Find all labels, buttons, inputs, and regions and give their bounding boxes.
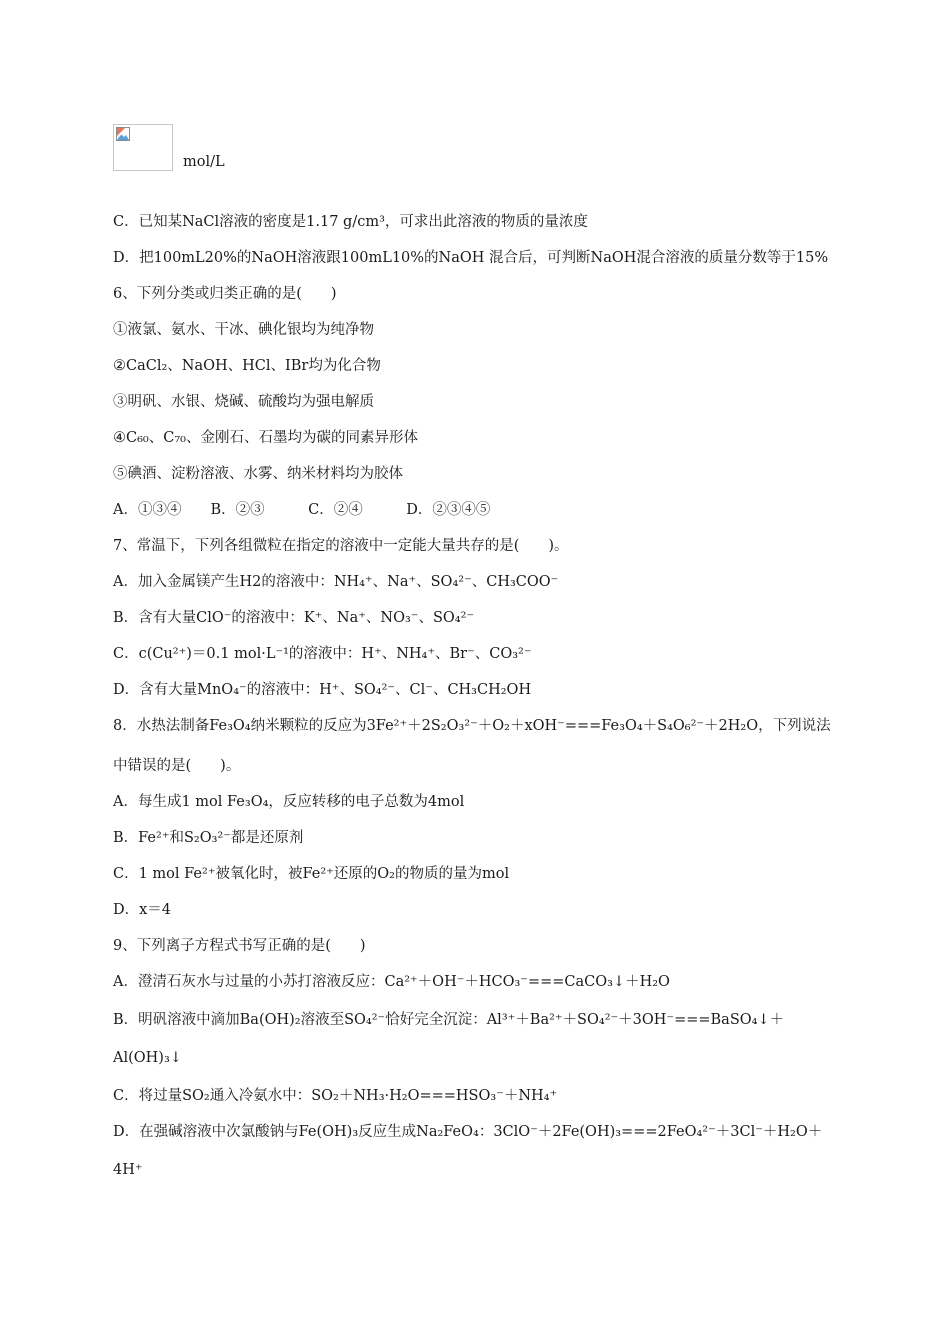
question-8-stem-cont: 中错误的是( )。 bbox=[113, 758, 241, 774]
question-6-stem: 6、下列分类或归类正确的是( ) bbox=[113, 286, 337, 302]
option-9d: D．在强碱溶液中次氯酸钠与Fe(OH)₃反应生成Na₂FeO₄：3ClO⁻＋2Fe(OH)₃===2FeO₄²⁻＋3Cl⁻＋H₂O＋ bbox=[113, 1124, 823, 1140]
option-8a: A．每生成1 mol Fe₃O₄，反应转移的电子总数为4mol bbox=[113, 794, 465, 810]
q6-statement-1: ①液氯、氨水、干冰、碘化银均为纯净物 bbox=[113, 322, 374, 338]
q6-statement-5: ⑤碘酒、淀粉溶液、水雾、纳米材料均为胶体 bbox=[113, 466, 403, 482]
q6-choices: A．①③④ B．②③ C．②④ D．②③④⑤ bbox=[113, 502, 491, 518]
q6-statement-2: ②CaCl₂、NaOH、HCl、IBr均为化合物 bbox=[113, 358, 381, 374]
broken-image-icon bbox=[116, 127, 130, 141]
option-7b: B．含有大量ClO⁻的溶液中：K⁺、Na⁺、NO₃⁻、SO₄²⁻ bbox=[113, 610, 475, 626]
option-9b-cont: Al(OH)₃↓ bbox=[113, 1050, 182, 1066]
option-9b: B．明矾溶液中滴加Ba(OH)₂溶液至SO₄²⁻恰好完全沉淀：Al³⁺＋Ba²⁺＋SO₄²⁻＋3OH⁻===BaSO₄↓＋ bbox=[113, 1012, 785, 1028]
image-unit-caption: mol/L bbox=[183, 154, 225, 170]
option-5d: D．把100mL20%的NaOH溶液跟100mL10%的NaOH 混合后，可判断NaOH混合溶液的质量分数等于15% bbox=[113, 250, 829, 266]
question-8-stem: 8．水热法制备Fe₃O₄纳米颗粒的反应为3Fe²⁺＋2S₂O₃²⁻＋O₂＋xOH⁻===Fe₃O₄＋S₄O₆²⁻＋2H₂O，下列说法 bbox=[113, 718, 831, 734]
question-7-stem: 7、常温下，下列各组微粒在指定的溶液中一定能大量共存的是( )。 bbox=[113, 538, 569, 554]
option-9a: A．澄清石灰水与过量的小苏打溶液反应：Ca²⁺＋OH⁻＋HCO₃⁻===CaCO₃↓＋H₂O bbox=[113, 974, 670, 990]
q6-statement-3: ③明矾、水银、烧碱、硫酸均为强电解质 bbox=[113, 394, 374, 410]
broken-image-placeholder bbox=[113, 124, 173, 171]
option-7a: A．加入金属镁产生H2的溶液中：NH₄⁺、Na⁺、SO₄²⁻、CH₃COO⁻ bbox=[113, 574, 559, 590]
option-9c: C．将过量SO₂通入冷氨水中：SO₂＋NH₃·H₂O===HSO₃⁻＋NH₄⁺ bbox=[113, 1088, 558, 1104]
q6-statement-4: ④C₆₀、C₇₀、金刚石、石墨均为碳的同素异形体 bbox=[113, 430, 418, 446]
option-7d: D．含有大量MnO₄⁻的溶液中：H⁺、SO₄²⁻、Cl⁻、CH₃CH₂OH bbox=[113, 682, 532, 698]
option-9d-cont: 4H⁺ bbox=[113, 1162, 143, 1178]
option-8d: D．x＝4 bbox=[113, 902, 172, 918]
option-7c: C．c(Cu²⁺)＝0.1 mol·L⁻¹的溶液中：H⁺、NH₄⁺、Br⁻、CO₃²⁻ bbox=[113, 646, 532, 662]
option-8b: B．Fe²⁺和S₂O₃²⁻都是还原剂 bbox=[113, 830, 304, 846]
question-9-stem: 9、下列离子方程式书写正确的是( ) bbox=[113, 938, 366, 954]
option-5c: C．已知某NaCl溶液的密度是1.17 g/cm³，可求出此溶液的物质的量浓度 bbox=[113, 214, 588, 230]
option-8c: C．1 mol Fe²⁺被氧化时，被Fe²⁺还原的O₂的物质的量为mol bbox=[113, 866, 510, 882]
